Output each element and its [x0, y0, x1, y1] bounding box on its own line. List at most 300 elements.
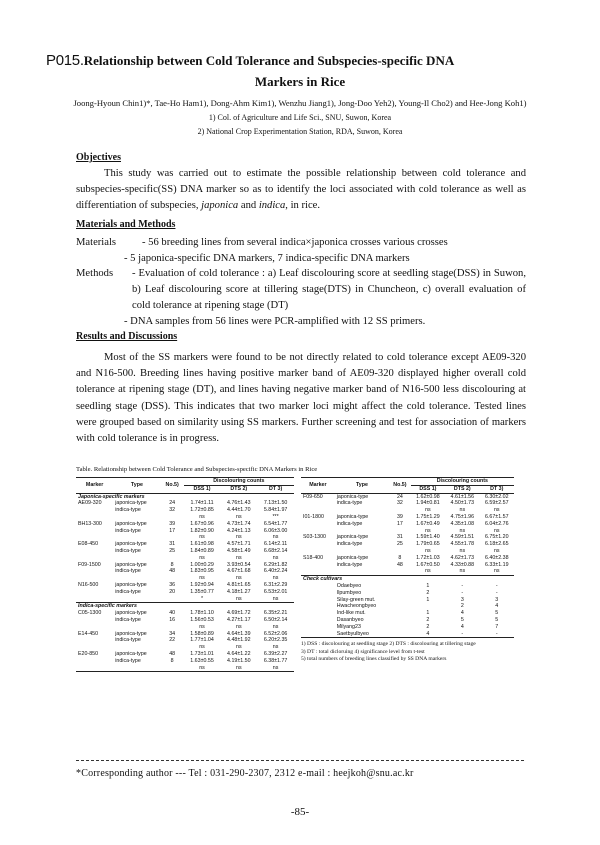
cell-dss: *: [201, 595, 204, 602]
cell-dts: 4.64±1.22: [227, 650, 251, 657]
cell-dss: [411, 603, 445, 610]
cell-marker: [76, 644, 113, 651]
cell-no: 32: [396, 500, 403, 507]
cell-marker: [76, 665, 113, 672]
cell-marker: BH13-300: [78, 520, 102, 527]
cell-dts: ns: [459, 547, 466, 554]
cell-type: indica-type: [115, 588, 141, 595]
check-cultivar-row: [301, 590, 514, 597]
col-no-r: No.5): [389, 478, 411, 494]
cell-dss: ns: [199, 575, 205, 582]
table-row: [301, 555, 514, 562]
materials-item-1: - 56 breeding lines from several indica×japonica crosses various crosses: [142, 237, 448, 248]
cell-marker: C05-1300: [78, 610, 102, 617]
cell-dt: ns: [272, 554, 279, 561]
check-cultivar-row: [301, 583, 514, 590]
affiliation-2: 2) National Crop Experimentation Station, RDA, Suwon, Korea: [197, 127, 403, 136]
page-number: -85-: [290, 806, 310, 818]
cell-empty: [389, 590, 411, 597]
cell-empty: [445, 576, 479, 583]
cell-marker: [301, 521, 335, 528]
cell-marker: [301, 568, 335, 575]
cell-no: 48: [169, 568, 176, 575]
cell-no: 39: [396, 513, 403, 520]
cell-dt: 6.04±2.76: [484, 520, 509, 527]
cell-dss: ns: [199, 554, 205, 561]
col-discolouring-r: Discolouring counts: [411, 478, 514, 486]
col-no: No.5): [161, 478, 184, 494]
cell-type: indica-type: [336, 500, 363, 507]
cell-dt: 5: [495, 610, 499, 617]
cell-no: [161, 555, 184, 562]
cell-marker: E08-450: [78, 541, 99, 548]
cell-dss: 1.77±1.04: [190, 637, 214, 644]
cell-dt: 6.52±2.06: [263, 630, 288, 637]
cell-type: [113, 596, 160, 603]
cell-dts: 3: [460, 596, 464, 603]
cell-empty: [389, 610, 411, 617]
cell-dt: ns: [493, 568, 500, 575]
cell-dt: ***: [272, 513, 279, 520]
table-row: [76, 500, 294, 507]
cell-marker: [76, 575, 113, 582]
table-row: [301, 507, 514, 514]
cell-dts: ns: [236, 595, 242, 602]
cell-type: japonica-type: [115, 610, 147, 617]
cell-empty: [301, 610, 335, 617]
col-type-r: Type: [335, 478, 389, 494]
cell-marker: E20-850: [78, 650, 99, 657]
cell-dss: 1.35±0.77: [190, 588, 214, 595]
cell-dss: 1.58±0.89: [190, 630, 214, 637]
table-row: [76, 665, 294, 672]
cell-no: [389, 528, 411, 535]
cell-dts: 4.27±1.17: [227, 616, 251, 623]
cell-dt: ns: [493, 507, 500, 514]
cell-marker: N16-500: [78, 581, 99, 588]
table-left: [76, 477, 294, 672]
cell-dts: 4.35±1.08: [450, 520, 475, 527]
table-row: [301, 541, 514, 548]
cell-type: [113, 534, 160, 541]
cell-dt: 6.67±1.57: [484, 513, 509, 520]
cell-no: [389, 507, 411, 514]
table-row: [76, 644, 294, 651]
results-body: Most of the SS markers were found to be not directly related to cold tolerance except AE09-320 and N16-500. Breeding lines having positive marker band of AE09-320 displayed higher overall cold tolerance at ripening stage (DT), and lines having negative marker band of N16-500 less discolouring at seedling stage (DSS). This indicates that two marker loci might affect the cold tolerance. Tested lines were grouped based on similarity using SS markers. Further screening and test for association of markers with cold tolerance is in progress.: [76, 352, 526, 445]
cell-dt: -: [495, 589, 498, 596]
cell-dt: -: [495, 630, 498, 637]
cell-dt: 6.39±2.27: [263, 650, 288, 657]
cell-no: [161, 665, 184, 672]
cell-dts: ns: [459, 527, 466, 534]
cell-dts: 4.19±1.50: [227, 657, 251, 664]
cell-dt: ns: [272, 595, 279, 602]
title-line-2: Markers in Rice: [254, 74, 346, 89]
cell-dt: ns: [272, 644, 279, 651]
cell-empty: [389, 631, 411, 638]
table-row: [76, 562, 294, 569]
cell-dts: 4.69±1.72: [227, 610, 251, 617]
cell-dts: 4.33±0.88: [450, 561, 475, 568]
cell-type: indica-type: [336, 541, 363, 548]
cell-dss: 1: [426, 596, 430, 603]
cell-marker: AE09-320: [78, 500, 102, 507]
cell-type: japonica-type: [115, 520, 147, 527]
table-caption: Table. Relationship between Cold Tolerance and Subspecies-specific DNA Markers in Rice: [76, 466, 318, 473]
col-dts: DTS 2): [230, 485, 248, 492]
cell-dt: 6.35±2.21: [263, 610, 288, 617]
cell-dss: 1.67±0.50: [416, 561, 440, 568]
cell-no: 48: [169, 650, 176, 657]
cell-dss: 1.92±0.94: [190, 581, 214, 588]
cell-dss: ns: [199, 623, 205, 630]
check-cultivar-row: [301, 603, 514, 610]
group-label: Indica-specific markers: [78, 603, 137, 610]
table-row: [76, 658, 294, 665]
cell-dss: 1.56±0.53: [190, 616, 214, 623]
cell-dss: 1.74±1.11: [190, 500, 214, 507]
check-cultivar-row: [301, 617, 514, 624]
cell-dts: 4: [460, 623, 464, 630]
objectives-indica: indica: [258, 200, 286, 212]
cell-dt: 6.75±1.20: [484, 534, 509, 541]
methods-item-2: - DNA samples from 56 lines were PCR-amplified with 12 SS primers.: [124, 316, 426, 327]
cell-dt: ns: [272, 623, 279, 630]
cell-dts: ns: [236, 513, 242, 520]
cell-marker: [301, 562, 335, 569]
cell-type: indica-type: [115, 568, 141, 575]
table-row: [76, 521, 294, 528]
table-row: [76, 534, 294, 541]
table-row: [76, 528, 294, 535]
cell-dt: 6.40±2.24: [263, 568, 288, 575]
objectives-heading: Objectives: [76, 152, 121, 163]
table-row: [76, 637, 294, 644]
cell-empty: [411, 576, 445, 583]
cell-dss: ns: [199, 513, 205, 520]
cell-dts: 4.81±1.65: [227, 581, 251, 588]
results-heading: Results and Discussions: [76, 331, 178, 342]
cell-no: 36: [169, 581, 176, 588]
results-table-left: [76, 477, 294, 672]
table-row: [76, 514, 294, 521]
cell-no: [161, 624, 184, 631]
cell-no: 40: [169, 610, 176, 617]
cell-no: 24: [396, 493, 403, 500]
cell-empty: [301, 597, 335, 604]
cell-dt: 6.20±2.35: [263, 637, 288, 644]
cell-marker: [76, 534, 113, 541]
cell-marker: [76, 589, 113, 596]
cell-cultivar: Odaebyeo: [336, 582, 362, 589]
check-cultivars-label: Check cultivars: [303, 576, 343, 583]
cell-type: [335, 528, 389, 535]
table-row: [76, 568, 294, 575]
cell-marker: [301, 500, 335, 507]
table-footnote-1: 1) DSS : discolouring at seedling stage 2) DTS : discolouring at tillering stage: [301, 641, 476, 648]
cell-cultivar: Ind-like mut.: [336, 610, 366, 617]
cell-no: 8: [398, 554, 402, 561]
cell-dt: 6.53±2.01: [263, 588, 288, 595]
cell-dt: ns: [272, 534, 279, 541]
cell-type: [113, 644, 160, 651]
col-dts-r: DTS 2): [453, 485, 471, 492]
table-group-row: [76, 603, 294, 610]
cell-cultivar: Saetbyulbyeo: [336, 630, 369, 637]
cell-dts: 4: [460, 610, 464, 617]
cell-dt: 6.33±1.19: [484, 561, 509, 568]
cell-dts: -: [461, 582, 464, 589]
cell-no: [161, 514, 184, 521]
cell-dt: 6.40±2.38: [484, 554, 509, 561]
table-row: [76, 617, 294, 624]
col-dss-r: DSS 1): [419, 485, 437, 492]
cell-dss: 1.59±1.40: [416, 534, 440, 541]
cell-marker: [76, 568, 113, 575]
cell-dss: 1.62±0.98: [416, 493, 440, 500]
cell-dt: 6.38±1.77: [263, 657, 288, 664]
cell-type: [113, 575, 160, 582]
cell-dts: 4.24±1.13: [227, 527, 251, 534]
cell-marker: [76, 514, 113, 521]
col-dt-r: DT 3): [490, 485, 504, 492]
cell-dts: 4.48±1.92: [227, 637, 251, 644]
cell-dt: 6.18±2.65: [484, 541, 509, 548]
cell-marker: [301, 548, 335, 555]
cell-type: japonica-type: [115, 581, 147, 588]
cell-dss: ns: [199, 534, 205, 541]
cell-dt: 6.68±2.14: [263, 547, 288, 554]
table-left-body: [76, 493, 294, 672]
check-cultivar-row: [301, 610, 514, 617]
cell-marker: [76, 658, 113, 665]
cell-dss: 4: [426, 630, 430, 637]
cell-type: [113, 555, 160, 562]
cell-dts: ns: [236, 575, 242, 582]
cell-dt: 7: [495, 623, 499, 630]
cell-dt: 6.06±3.00: [263, 527, 288, 534]
objectives-body: This study was carried out to estimate the possible relationship between cold tolerance and subspecies-specific(SS) DNA marker so as to identify the loci associated with cold tolerance as well as differentiation of subspecies,: [76, 168, 526, 212]
table-row: [76, 541, 294, 548]
table-row: [76, 582, 294, 589]
cell-dt: 6.50±2.14: [263, 616, 288, 623]
cell-dss: 1.82±0.90: [190, 527, 214, 534]
cell-marker: [301, 507, 335, 514]
table-right-body: [301, 493, 514, 638]
cell-cultivar: Dasanbyeo: [336, 616, 364, 623]
cell-marker: [76, 555, 113, 562]
cell-marker: [76, 507, 113, 514]
table-row: [76, 610, 294, 617]
group-label: Japonica-specific markers: [78, 493, 145, 500]
cell-dt: -: [495, 582, 498, 589]
cell-no: 22: [169, 637, 176, 644]
cell-no: 8: [170, 657, 174, 664]
table-row: [76, 575, 294, 582]
cell-no: [161, 596, 184, 603]
results-text: [76, 350, 526, 447]
col-marker: Marker: [76, 478, 113, 494]
objectives-end: , in rice.: [285, 200, 321, 212]
cell-type: japonica-type: [115, 561, 147, 568]
cell-type: japonica-type: [336, 513, 369, 520]
cell-dss: 1.63±0.55: [190, 657, 214, 664]
table-row: [301, 568, 514, 575]
table-group-row: [76, 493, 294, 500]
cell-dt: 3: [495, 596, 499, 603]
cell-marker: F09-650: [303, 493, 323, 500]
cell-type: japonica-type: [336, 493, 369, 500]
cell-dts: -: [461, 589, 464, 596]
cell-empty: [389, 576, 411, 583]
cell-dss: 2: [426, 616, 430, 623]
col-type: Type: [113, 478, 160, 494]
cell-no: 48: [396, 561, 403, 568]
cell-dts: ns: [236, 623, 242, 630]
cell-no: 24: [169, 500, 176, 507]
cell-empty: [389, 624, 411, 631]
cell-type: japonica-type: [115, 541, 147, 548]
cell-dss: ns: [425, 568, 431, 575]
authors: Joong-Hyoun Chin1)*, Tae-Ho Ham1), Dong-Ahm Kim1), Wenzhu Jiang1), Jong-Doo Yeh2), Young-Il Cho2) and Hee-Jong Koh1): [73, 98, 527, 108]
title-line-1: [46, 52, 566, 70]
table-row: [301, 514, 514, 521]
cell-empty: [301, 624, 335, 631]
table-row: [76, 548, 294, 555]
cell-dss: ns: [199, 644, 205, 651]
cell-empty: [480, 576, 514, 583]
cell-no: 20: [169, 588, 176, 595]
cell-dt: 6.29±1.82: [263, 561, 288, 568]
cell-marker: [76, 637, 113, 644]
cell-dts: 4.67±1.68: [227, 568, 251, 575]
results-table-right: [301, 477, 514, 638]
check-cultivars-row: [301, 576, 514, 583]
cell-dt: 6.14±2.11: [264, 541, 288, 548]
table-row: [76, 507, 294, 514]
cell-marker: [76, 617, 113, 624]
cell-dss: 1.79±0.65: [416, 541, 440, 548]
cell-type: [335, 548, 389, 555]
cell-type: indica-type: [115, 637, 141, 644]
cell-type: indica-type: [336, 520, 363, 527]
cell-no: 25: [169, 547, 176, 554]
methods-label: Methods: [76, 268, 114, 279]
cell-dss: 2: [426, 623, 430, 630]
cell-dss: ns: [425, 507, 431, 514]
cell-cultivar: Hwacheongbyeo: [336, 603, 377, 610]
cell-dss: 1.61±0.98: [190, 541, 214, 548]
cell-dss: 1.72±0.85: [190, 507, 214, 514]
table-row: [76, 589, 294, 596]
cell-dss: 1.83±0.95: [190, 568, 214, 575]
cell-empty: [301, 590, 335, 597]
cell-empty: [389, 603, 411, 610]
cell-dts: ns: [236, 644, 242, 651]
cell-no: 31: [169, 541, 176, 548]
cell-dts: ns: [236, 664, 242, 671]
cell-dts: 4.75±1.96: [450, 513, 475, 520]
cell-dss: 2: [426, 589, 430, 596]
cell-dss: 1.94±0.81: [416, 500, 440, 507]
cell-no: 31: [396, 534, 403, 541]
cell-type: [113, 624, 160, 631]
materials-label: Materials: [76, 237, 117, 248]
cell-dss: 1.67±0.96: [190, 520, 214, 527]
col-discolouring: Discolouring counts: [184, 478, 294, 486]
cell-type: japonica-type: [115, 500, 147, 507]
cell-type: japonica-type: [115, 630, 147, 637]
cell-dt: 6.31±2.29: [263, 581, 288, 588]
cell-dts: 2: [460, 603, 464, 610]
cell-dt: ns: [272, 664, 279, 671]
cell-type: indica-type: [115, 527, 141, 534]
cell-dss: 1.72±1.03: [416, 554, 440, 561]
table-footnote-2: 3) DT : total dicloruing 4) significance level from t-test: [301, 648, 425, 655]
cell-dts: 4.55±1.78: [450, 541, 475, 548]
cell-no: 39: [169, 520, 176, 527]
cell-dts: 4.61±1.56: [450, 493, 475, 500]
cell-dss: 1.84±0.89: [190, 547, 214, 554]
cell-dt: ns: [493, 527, 500, 534]
cell-dss: 1.67±0.49: [416, 520, 440, 527]
footer-divider: [76, 760, 524, 761]
check-cultivar-row: [301, 597, 514, 604]
methods-item-1: - Evaluation of cold tolerance : a) Leaf discolouring score at seedling stage(DSS) in Suwon, b) Leaf discolouring score at tillering stage(DTS) in Chuncheon, c) overall evaluation of cold tolerance at ripening stage (DT): [132, 268, 526, 312]
cell-dt: 4: [495, 603, 499, 610]
cell-marker: [301, 541, 335, 548]
cell-dss: ns: [199, 664, 205, 671]
cell-marker: [76, 624, 113, 631]
table-row: [76, 555, 294, 562]
title-text: Relationship between Cold Tolerance and Subspecies-specific DNA: [83, 53, 455, 68]
table-row: [301, 562, 514, 569]
cell-dt: 6.54±1.77: [263, 520, 288, 527]
cell-dss: ns: [425, 527, 431, 534]
cell-dts: 4.73±1.74: [227, 520, 251, 527]
cell-type: [113, 514, 160, 521]
cell-dt: 7.13±1.50: [263, 500, 288, 507]
cell-empty: [301, 583, 335, 590]
cell-no: [161, 644, 184, 651]
cell-dss: 1.73±1.01: [190, 650, 214, 657]
cell-type: indica-type: [115, 616, 141, 623]
cell-no: 16: [169, 616, 176, 623]
cell-dt: 6.30±2.02: [484, 493, 509, 500]
table-row: [76, 651, 294, 658]
materials-item-2: - 5 japonica-specific DNA markers, 7 indica-specific DNA markers: [124, 253, 410, 264]
cell-dts: 5: [460, 616, 464, 623]
cell-marker: F09-1500: [78, 561, 101, 568]
cell-dts: 3.93±0.54: [227, 561, 251, 568]
cell-type: indica-type: [336, 561, 363, 568]
cell-dt: 5.84±1.97: [263, 507, 288, 514]
cell-empty: [301, 631, 335, 638]
cell-type: japonica-type: [336, 554, 369, 561]
col-dss: DSS 1): [193, 485, 211, 492]
table-row: [76, 624, 294, 631]
corresponding-author: *Corresponding author --- Tel : 031-290-2307, 2312 e-mail : heejkoh@snu.ac.kr: [76, 768, 414, 779]
cell-dts: 4.50±1.73: [450, 500, 475, 507]
cell-dts: 4.44±1.70: [227, 507, 251, 514]
check-cultivar-row: [301, 631, 514, 638]
cell-no: [161, 534, 184, 541]
cell-type: indica-type: [115, 547, 141, 554]
cell-cultivar: Silay-green mut.: [336, 596, 376, 603]
col-dt: DT 3): [268, 485, 283, 492]
cell-dss: 1.75±1.29: [416, 513, 440, 520]
cell-marker: I01-1800: [303, 513, 324, 520]
